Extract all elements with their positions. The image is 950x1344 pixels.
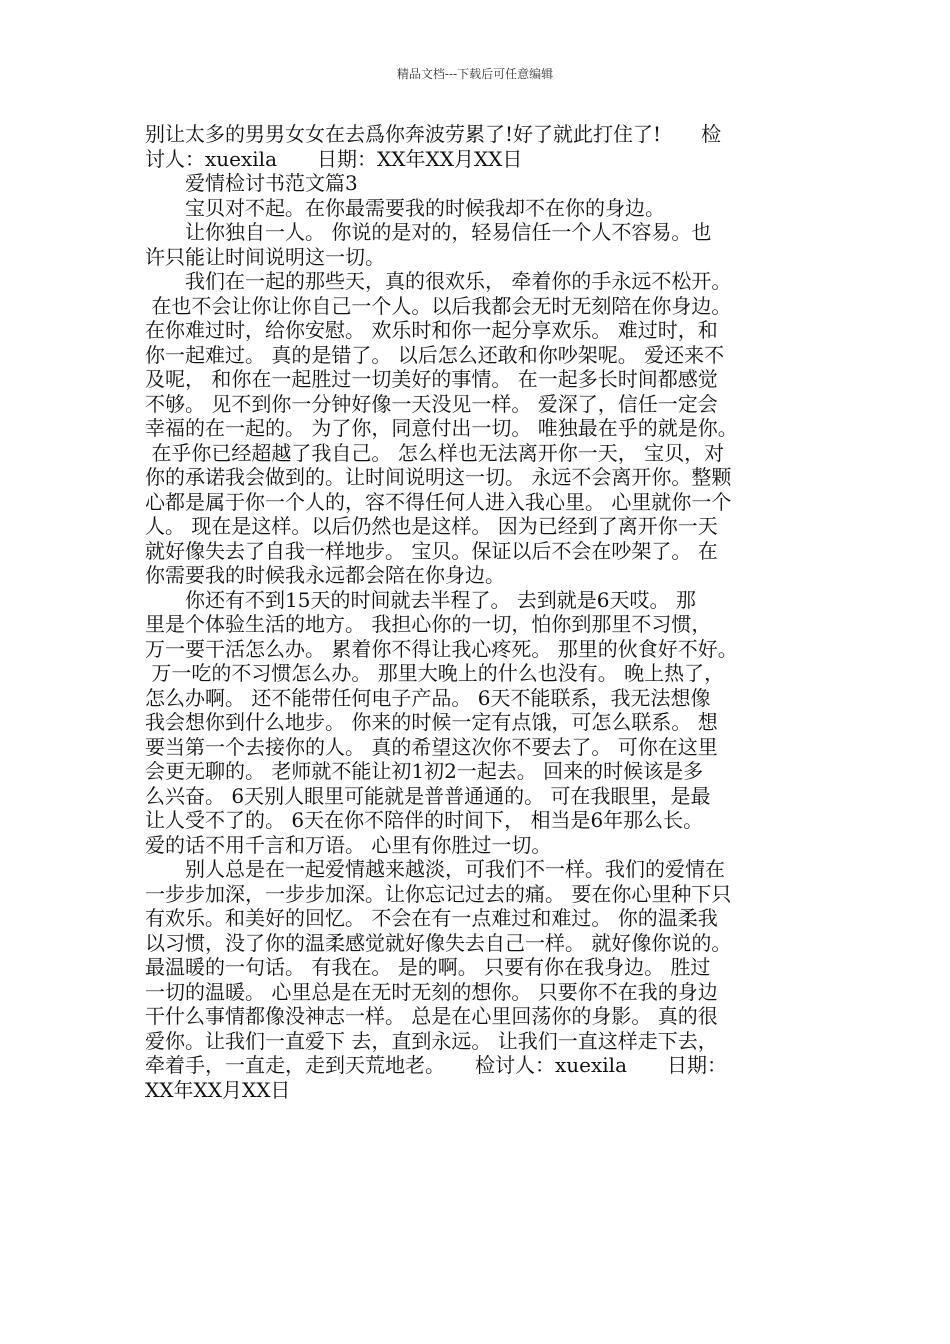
section-title: 爱情检讨书范文篇3 xyxy=(145,171,358,195)
text-line: 万一吃的不习惯怎么办。 那里大晚上的什么也没有。 晚上热了， xyxy=(145,661,725,685)
text-line: 幸福的在一起的。 为了你，同意付出一切。 唯独最在乎的就是你。 xyxy=(145,416,738,440)
text-line: 万一要干活怎么办。 累着你不得让我心疼死。 那里的伙食好不好。 xyxy=(145,636,738,661)
text-line: 有欢乐。和美好的回忆。 不会在有一点难过和难过。 你的温柔我 xyxy=(145,906,718,930)
text-line: 人。 现在是这样。以后仍然也是这样。 因为已经到了离开你一天 xyxy=(145,514,718,538)
text-line: 么兴奋。 6天别人眼里可能就是普普通通的。 可在我眼里，是最 xyxy=(145,783,711,808)
page-header: 精品文档---下载后可任意编辑 xyxy=(396,67,554,81)
text-line: XX年XX月XX日 xyxy=(145,1077,291,1102)
text-line: 在你难过时，给你安慰。 欢乐时和你一起分享欢乐。 难过时，和 xyxy=(145,318,718,342)
text-line: 牵着手，一直走，走到天荒地老。 检讨人：xuexila 日期： xyxy=(145,1053,727,1077)
text-line: 讨人：xuexila 日期：XX年XX月XX日 xyxy=(145,146,523,171)
text-line: 你的承诺我会做到的。让时间说明这一切。 永远不会离开你。整颗 xyxy=(145,465,732,489)
text-line: 心都是属于你一个人的，容不得任何人进入我心里。 心里就你一个 xyxy=(145,489,732,514)
text-line: 在也不会让你让你自己一个人。以后我都会无时无刻陪在你身边。 xyxy=(145,293,732,318)
text-line: 你还有不到15天的时间就去半程了。 去到就是6天哎。 那 xyxy=(145,587,696,612)
text-line: 要当第一个去接你的人。 真的希望这次你不要去了。 可你在这里 xyxy=(145,734,718,759)
text-line: 以习惯，没了你的温柔感觉就好像失去自己一样。 就好像你说的。 xyxy=(145,930,732,955)
text-line: 别让太多的男男女女在去爲你奔波劳累了!好了就此打住了! 检 xyxy=(145,122,722,146)
text-line: 我会想你到什么地步。 你来的时候一定有点饿，可怎么联系。 想 xyxy=(145,710,718,734)
text-line: 里是个体验生活的地方。 我担心你的一切，怕你到那里不习惯， xyxy=(145,612,712,636)
text-line: 让你独自一人。 你说的是对的，轻易信任一个人不容易。也 xyxy=(145,220,712,244)
text-line: 干什么事情都像没神志一样。 总是在心里回荡你的身影。 真的很 xyxy=(145,1004,718,1028)
text-line: 宝贝对不起。在你最需要我的时候我却不在你的身边。 xyxy=(145,195,665,220)
text-line: 一步步加深，一步步加深。让你忘记过去的痛。 要在你心里种下只 xyxy=(145,881,732,906)
text-line: 一切的温暖。 心里总是在无时无刻的想你。 只要你不在我的身边 xyxy=(145,979,718,1004)
text-line: 爱的话不用千言和万语。 心里有你胜过一切。 xyxy=(145,832,552,857)
text-line: 怎么办啊。 还不能带任何电子产品。 6天不能联系，我无法想像 xyxy=(145,685,711,710)
text-line: 会更无聊的。 老师就不能让初1初2一起去。 回来的时候该是多 xyxy=(145,759,704,783)
text-line: 你一起难过。 真的是错了。 以后怎么还敢和你吵架呢。 爱还来不 xyxy=(145,342,725,367)
text-line: 不够。 见不到你一分钟好像一天没见一样。 爱深了，信任一定会 xyxy=(145,391,718,416)
text-line: 就好像失去了自我一样地步。 宝贝。保证以后不会在吵架了。 在 xyxy=(145,538,718,563)
document-body xyxy=(145,122,809,1102)
text-line: 许只能让时间说明这一切。 xyxy=(145,244,385,269)
text-line: 我们在一起的那些天，真的很欢乐， 牵着你的手永远不松开。 xyxy=(145,269,732,293)
text-line: 别人总是在一起爱情越来越淡，可我们不一样。我们的爱情在 xyxy=(145,857,725,881)
text-line: 让人受不了的。 6天在你不陪伴的时间下， 相当是6年那么长。 xyxy=(145,808,704,832)
text-line: 爱你。让我们一直爱下 去，直到永远。 让我们一直这样走下去， xyxy=(145,1028,718,1053)
text-line: 及呢， 和你在一起胜过一切美好的事情。 在一起多长时间都感觉 xyxy=(145,367,718,391)
text-line: 最温暖的一句话。 有我在。 是的啊。 只要有你在我身边。 胜过 xyxy=(145,955,711,979)
text-line: 在乎你已经超越了我自己。 怎么样也无法离开你一天， 宝贝，对 xyxy=(145,440,725,465)
text-line: 你需要我的时候我永远都会陪在你身边。 xyxy=(145,563,505,587)
